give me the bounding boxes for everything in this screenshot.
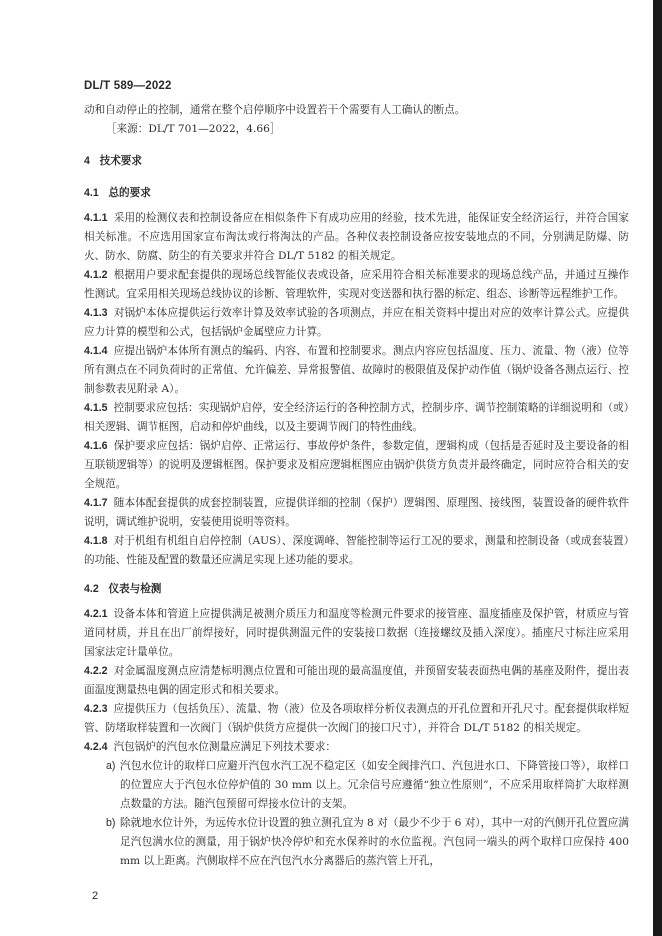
clause-text: 随本体配套提供的成套控制装置，应提供详细的控制（保护）逻辑图、原理图、接线图，装置设备的硬件软件说明，调试维护说明，安装使用说明等资料。 [84,497,629,528]
clause-text: 设备本体和管道上应提供满足被测介质压力和温度等检测元件要求的接管座、温度插座及保护管，材质应与管道同材质，并且在出厂前焊接好，同时提供测温元件的安装接口数据（连接螺纹及插入深度）。插座尺寸标注应采用国家法定计量单位。 [84,608,629,658]
clause-number: 4.1.2 [84,269,108,281]
clause-text: 控制要求应包括：实现锅炉启停，安全经济运行的各种控制方式，控制步序、调节控制策略的详细说明和（或）相关逻辑、调节框图，启动和停炉曲线，以及主要调节阀门的特性曲线。 [84,402,629,433]
section-number: 4.2 [84,583,99,595]
clause-text: 采用的检测仪表和控制设备应在相似条件下有成功应用的经验，技术先进，能保证安全经济运行，并符合国家相关标准。不应选用国家宣布淘汰或行将淘汰的产品。各种仪表控制设备应按安装地点的不同，分别满足防爆、防火、防水、防腐、防尘的有关要求并符合 DL/T 5182 的相关规定。 [84,212,629,262]
clause-number: 4.1.6 [84,440,108,452]
clause-text: 对金属温度测点应清楚标明测点位置和可能出现的最高温度值，并预留安装表面热电偶的基座及附件，提出表面温度测量热电偶的固定形式和相关要求。 [84,665,629,696]
clause-text: 对于机组有机组自启停控制（AUS）、深度调峰、智能控制等运行工况的要求，测量和控制设备（或成套装置）的功能、性能及配置的数量还应满足实现上述功能的要求。 [84,535,629,566]
clause-4-2-1 [84,605,629,662]
list-marker: a) [106,760,116,772]
clause-4-1-2 [84,266,629,304]
scan-edge-bar [653,0,662,936]
clause-text: 保护要求应包括：锅炉启停、正常运行、事故停炉条件，参数定值，逻辑构成（包括是否延时及主要设备的相互联锁逻辑等）的说明及逻辑框图。保护要求及相应逻辑框图应由锅炉供货方负责并最终确定，同时应符合相关的安全规范。 [84,440,629,490]
clause-text: 应提供压力（包括负压）、流量、物（液）位及各项取样分析仪表测点的开孔位置和开孔尺寸。配套提供取样短管、防堵取样装置和一次阀门（锅炉供货方应提供一次阀门的接口尺寸），并符合 DL/T 5182 的相关规定。 [84,703,629,734]
clause-number: 4.1.3 [84,307,108,319]
clause-number: 4.1.4 [84,345,108,357]
clause-4-2-3 [84,700,629,738]
clause-number: 4.1.1 [84,212,108,224]
clause-text: 应提出锅炉本体所有测点的编码、内容、布置和控制要求。测点内容应包括温度、压力、流量、物（液）位等所有测点在不同负荷时的正常值、允许偏差、异常报警值、故障时的极限值及保护动作值（锅炉设备各测点运行、控制参数表见附录 A）。 [84,345,629,395]
section-4-heading [84,152,629,171]
clause-4-1-7 [84,494,629,532]
clause-text: 根据用户要求配套提供的现场总线智能仪表或设备，应采用符合相关标准要求的现场总线产品，并通过互操作性测试。宜采用相关现场总线协议的诊断、管理软件，实现对变送器和执行器的标定、组态、诊断等远程维护工作。 [84,269,629,300]
clause-text: 对锅炉本体应提供运行效率计算及效率试验的各项测点，并应在相关资料中提出对应的效率计算公式。应提供应力计算的模型和公式，包括锅炉金属壁应力计算。 [84,307,629,338]
section-number: 4.1 [84,187,99,199]
clause-number: 4.2.3 [84,703,108,715]
standard-code-header: DL/T 589—2022 [84,80,172,92]
clause-number: 4.1.5 [84,402,108,414]
clause-4-1-5 [84,399,629,437]
clause-4-1-4 [84,342,629,399]
list-item-text: 除就地水位计外，为远传水位计设置的独立测孔宜为 8 对（最少不少于 6 对），其中一对的汽侧开孔位置应满足汽包满水位的测量，用于锅炉快冷停炉和充水保养时的水位监视。汽包同一端头的两个取样口应保持 400 mm 以上距离。汽侧取样不应在汽包汽水分离器后的蒸汽管上开孔， [120,817,629,867]
section-title: 总的要求 [108,187,151,199]
clause-number: 4.2.1 [84,608,108,620]
list-marker: b) [106,817,116,829]
body-content [84,101,629,871]
clause-number: 4.1.7 [84,497,108,509]
clause-4-2-4 [84,738,629,757]
clause-number: 4.2.2 [84,665,108,677]
list-item-b [84,814,629,871]
clause-4-1-3 [84,304,629,342]
list-item-text: 汽包水位计的取样口应避开汽包水汽工况不稳定区（如安全阀排汽口、汽包进水口、下降管接口等），取样口的位置应大于汽包水位停炉值的 30 mm 以上。冗余信号应遵循“独立性原则”，不应采用取样筒扩大取样测点数量的方法。随汽包预留可焊接水位计的支架。 [120,760,629,810]
source-reference: ［来源：DL/T 701—2022，4.66］ [106,123,281,135]
clause-number: 4.2.4 [84,741,108,753]
clause-4-1-8 [84,532,629,570]
section-4-1-heading [84,184,629,203]
clause-4-1-6 [84,437,629,494]
page-number: 2 [92,890,99,902]
clause-number: 4.1.8 [84,535,108,547]
clause-text: 汽包锅炉的汽包水位测量应满足下列技术要求： [113,741,337,753]
section-title: 技术要求 [99,155,142,167]
clause-4-2-2 [84,662,629,700]
intro-paragraph: 动和自动停止的控制，通常在整个启停顺序中设置若干个需要有人工确认的断点。 [84,104,466,116]
list-item-a [84,757,629,814]
section-title: 仪表与检测 [108,583,162,595]
section-4-2-heading [84,580,629,599]
section-number: 4 [84,155,90,167]
clause-4-1-1 [84,209,629,266]
